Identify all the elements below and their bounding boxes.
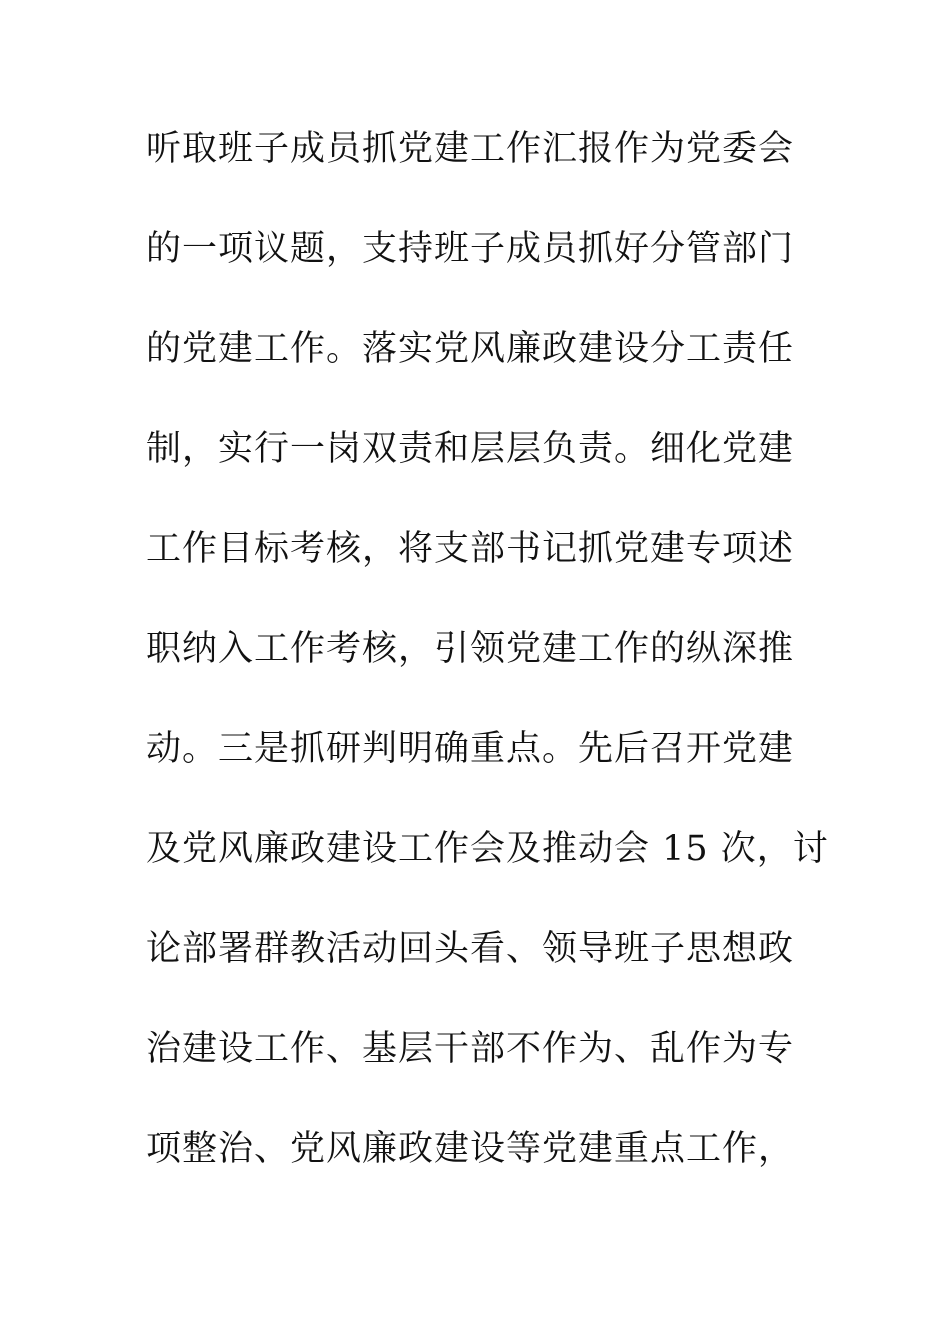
- text-line: 项整治、党风廉政建设等党建重点工作，: [146, 1129, 795, 1169]
- text-line: 的一项议题，支持班子成员抓好分管部门: [146, 229, 795, 269]
- text-line: 工作目标考核，将支部书记抓党建专项述: [146, 529, 795, 569]
- text-line: 及党风廉政建设工作会及推动会 15 次，讨: [146, 829, 829, 869]
- text-line: 制，实行一岗双责和层层负责。细化党建: [146, 429, 795, 469]
- text-line: 的党建工作。落实党风廉政建设分工责任: [146, 329, 795, 369]
- text-line: 论部署群教活动回头看、领导班子思想政: [146, 929, 795, 969]
- text-line: 听取班子成员抓党建工作汇报作为党委会: [146, 129, 795, 169]
- body-text: [146, 124, 829, 1224]
- text-line: 职纳入工作考核，引领党建工作的纵深推: [146, 629, 795, 669]
- text-line: 治建设工作、基层干部不作为、乱作为专: [146, 1029, 795, 1069]
- text-line: 动。三是抓研判明确重点。先后召开党建: [146, 729, 795, 769]
